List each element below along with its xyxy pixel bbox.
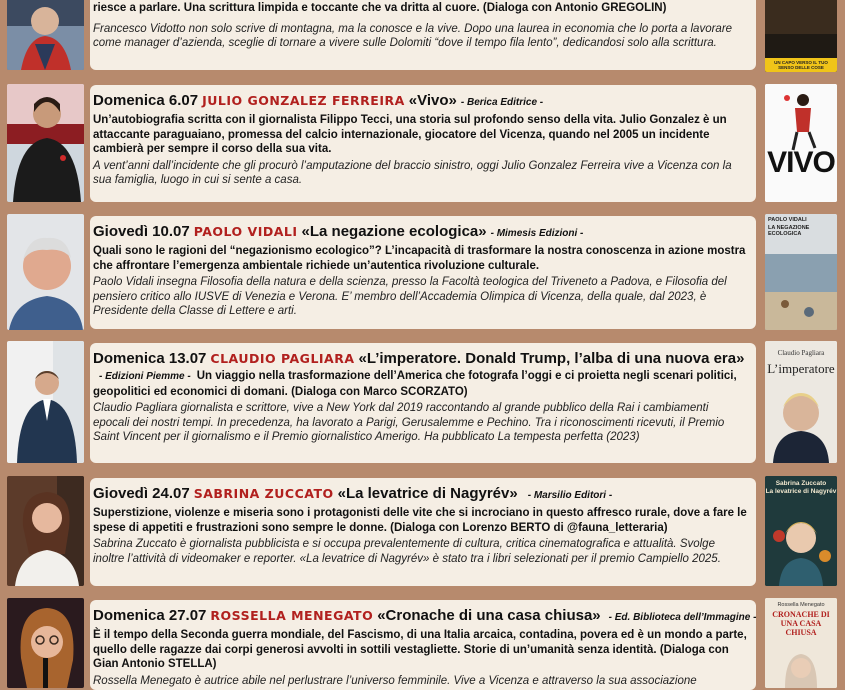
event-card bbox=[90, 85, 756, 202]
book-cover bbox=[765, 214, 837, 330]
book-cover-title: L’imperatore bbox=[767, 361, 835, 376]
book-cover-art bbox=[765, 341, 837, 463]
author-bio: A vent’anni dall’incidente che gli procurò l’amputazione del braccio sinistro, oggi Julio Gonzalez Ferreira vive a Vicenza con la sua famiglia, luogo in cui si sente a casa. bbox=[93, 159, 732, 186]
book-publisher: - Mimesis Edizioni - bbox=[490, 228, 584, 239]
event-heading bbox=[93, 222, 748, 243]
book-cover-title: VIVO bbox=[767, 146, 835, 179]
book-cover-title: La levatrice di Nagyrév bbox=[765, 488, 837, 495]
event-date: Domenica 13.07 bbox=[93, 350, 207, 367]
event-heading bbox=[93, 606, 757, 627]
event-summary: Quali sono le ragioni del “negazionismo ecologico”? L’incapacità di trasformare la nostra conoscenza in azione mostra che affrontare l’emergenza ambientale richiede un’autentica rivoluzione culturale. bbox=[93, 245, 746, 272]
author-photo-illustration bbox=[7, 476, 84, 586]
event-card bbox=[90, 343, 756, 463]
author-photo bbox=[7, 476, 84, 586]
book-cover bbox=[765, 84, 837, 202]
event-summary-text: Un viaggio nella trasformazione dell’America che fotografa l’oggi e ci proietta negli scenari politici, geopolitici ed economici di domani. (Dialoga con Marco SCORZATO) bbox=[93, 370, 737, 398]
book-cover-title: LA NEGAZIONE ECOLOGICA bbox=[768, 225, 810, 237]
event-row-menegato bbox=[0, 598, 845, 687]
event-summary: Superstizione, violenze e miseria sono i protagonisti delle vite che si incrociano in questo affresco rurale, dove a fare le spese di appetiti e frustrazioni sono sempre le donne. (Dialoga con Lorenzo BERTO di @fauna_letteraria) bbox=[93, 507, 747, 534]
book-title: «Cronache di una casa chiusa» bbox=[377, 607, 601, 624]
event-heading bbox=[93, 484, 748, 505]
book-title: «Vivo» bbox=[408, 92, 457, 109]
author-bio: Rossella Menegato è autrice abile nel perlustrare l’universo femminile. Vive a Vicenza e attraverso la sua associazione bbox=[93, 674, 697, 687]
event-row-pagliara bbox=[0, 341, 845, 464]
book-cover-art bbox=[765, 84, 837, 202]
book-cover-author: PAOLO VIDALI bbox=[768, 217, 807, 223]
book-cover bbox=[765, 598, 837, 688]
book-title: «La levatrice di Nagyrév» bbox=[337, 485, 518, 502]
event-row-gonzalez bbox=[0, 84, 845, 202]
author-photo bbox=[7, 214, 84, 330]
author-photo-illustration bbox=[7, 214, 84, 330]
event-summary: Un’autobiografia scritta con il giornalista Filippo Tecci, una storia sul profondo senso della vita. Julio Gonzalez è un attaccante paraguaiano, promessa del calcio internazionale, giocatore del Vicenza, quando nel 2005 un incidente cambierà per sempre il corso della sua vita. bbox=[93, 114, 727, 155]
event-card bbox=[90, 216, 756, 329]
event-author: SABRINA ZUCCATO bbox=[193, 486, 334, 501]
event-date: Giovedì 10.07 bbox=[93, 223, 190, 240]
event-author: JULIO GONZALEZ FERREIRA bbox=[202, 93, 405, 108]
author-bio: Claudio Pagliara giornalista e scrittore, vive a New York dal 2019 raccontando al grande pubblico della Rai i cambiamenti epocali dei nostri tempi. In precedenza, ha lavorato a Parigi, Gerusalemme e Pechino. Tra i riconoscimenti ricevuti, il Premio Saint Vincent per il giornalismo e il Premio giornalistico Amerigo. Ha pubblicato La tempesta perfetta (2023) bbox=[93, 402, 725, 443]
event-row-gregolin bbox=[0, 0, 845, 72]
book-cover-author: Claudio Pagliara bbox=[777, 349, 825, 357]
book-cover-author: Sabrina Zuccato bbox=[775, 480, 827, 487]
author-photo bbox=[7, 0, 84, 70]
event-date: Domenica 6.07 bbox=[93, 92, 199, 109]
event-heading bbox=[93, 349, 748, 368]
book-publisher: - Ed. Biblioteca dell’Immagine - bbox=[608, 612, 757, 623]
book-cover bbox=[765, 341, 837, 463]
author-photo-illustration bbox=[7, 84, 84, 202]
author-bio: Paolo Vidali insegna Filosofia della natura e della scienza, presso la Facoltà teologica del Triveneto a Padova, e Filosofia del pensiero critico allo IUSVE di Venezia e Verona. E’ membro dell’Accademia Olimpica di Vicenza, della quale, dal 2023, è Presidente della Classe di Lettere e arti. bbox=[93, 276, 727, 317]
author-photo-illustration bbox=[7, 0, 84, 70]
event-date: Giovedì 24.07 bbox=[93, 485, 190, 502]
event-author: ROSSELLA MENEGATO bbox=[210, 608, 374, 623]
event-author: PAOLO VIDALI bbox=[193, 224, 298, 239]
event-date: Domenica 27.07 bbox=[93, 607, 207, 624]
author-photo bbox=[7, 84, 84, 202]
event-card bbox=[90, 600, 756, 690]
book-publisher: - Edizioni Piemme - bbox=[99, 371, 191, 382]
book-publisher: - Marsilio Editori - bbox=[527, 490, 613, 501]
event-row-vidali bbox=[0, 214, 845, 330]
event-heading bbox=[93, 91, 748, 112]
event-row-zuccato bbox=[0, 476, 845, 586]
event-card bbox=[90, 478, 756, 586]
book-cover bbox=[765, 0, 837, 72]
book-cover-author: Rossella Menegato bbox=[777, 602, 825, 608]
author-photo bbox=[7, 598, 84, 688]
event-summary: riesce a parlare. Una scrittura limpida e toccante che va dritta al cuore. (Dialoga con Antonio GREGOLIN) bbox=[93, 2, 667, 14]
event-card bbox=[90, 0, 756, 70]
book-cover-title: CRONACHE DI UNA CASA CHIUSA bbox=[772, 610, 830, 637]
author-photo-illustration bbox=[7, 341, 84, 463]
book-publisher: - Berica Editrice - bbox=[460, 97, 544, 108]
event-summary bbox=[93, 369, 748, 399]
event-author: CLAUDIO PAGLIARA bbox=[210, 351, 355, 366]
author-bio: Francesco Vidotto non solo scrive di montagna, ma la conosce e la vive. Dopo una laurea in economia che lo porta a lavorare come manager d’azienda, sceglie di tornare a vivere sulle Dolomiti “dove il tempo fila lento”, dedicandosi solo alla scrittura. bbox=[93, 22, 733, 49]
book-title: «L’imperatore. Donald Trump, l’alba di una nuova era» bbox=[358, 350, 745, 367]
book-cover bbox=[765, 476, 837, 586]
author-bio: Sabrina Zuccato è giornalista pubblicista e si occupa prevalentemente di cultura, critica cinematografica e attualità. Svolge inoltre l’attività di videomaker e reporter. «La levatrice di Nagyrév» è stato tra i libri selezionati per il premio Campiello 2025. bbox=[93, 538, 721, 565]
author-photo bbox=[7, 341, 84, 463]
author-photo-illustration bbox=[7, 598, 84, 688]
book-cover-caption: UN CAPO VERSO IL TUO SENSO DELLE COSE bbox=[774, 60, 828, 70]
event-summary: È il tempo della Seconda guerra mondiale, del Fascismo, di una Italia arcaica, contadina, povera ed è un mondo a parte, quello delle ragazze dai corpi generosi avvolti in sottili vestagliette. Storie di un’umanità senza identità. (Dialoga con Gian Antonio STELLA) bbox=[93, 629, 747, 670]
book-title: «La negazione ecologica» bbox=[301, 223, 487, 240]
